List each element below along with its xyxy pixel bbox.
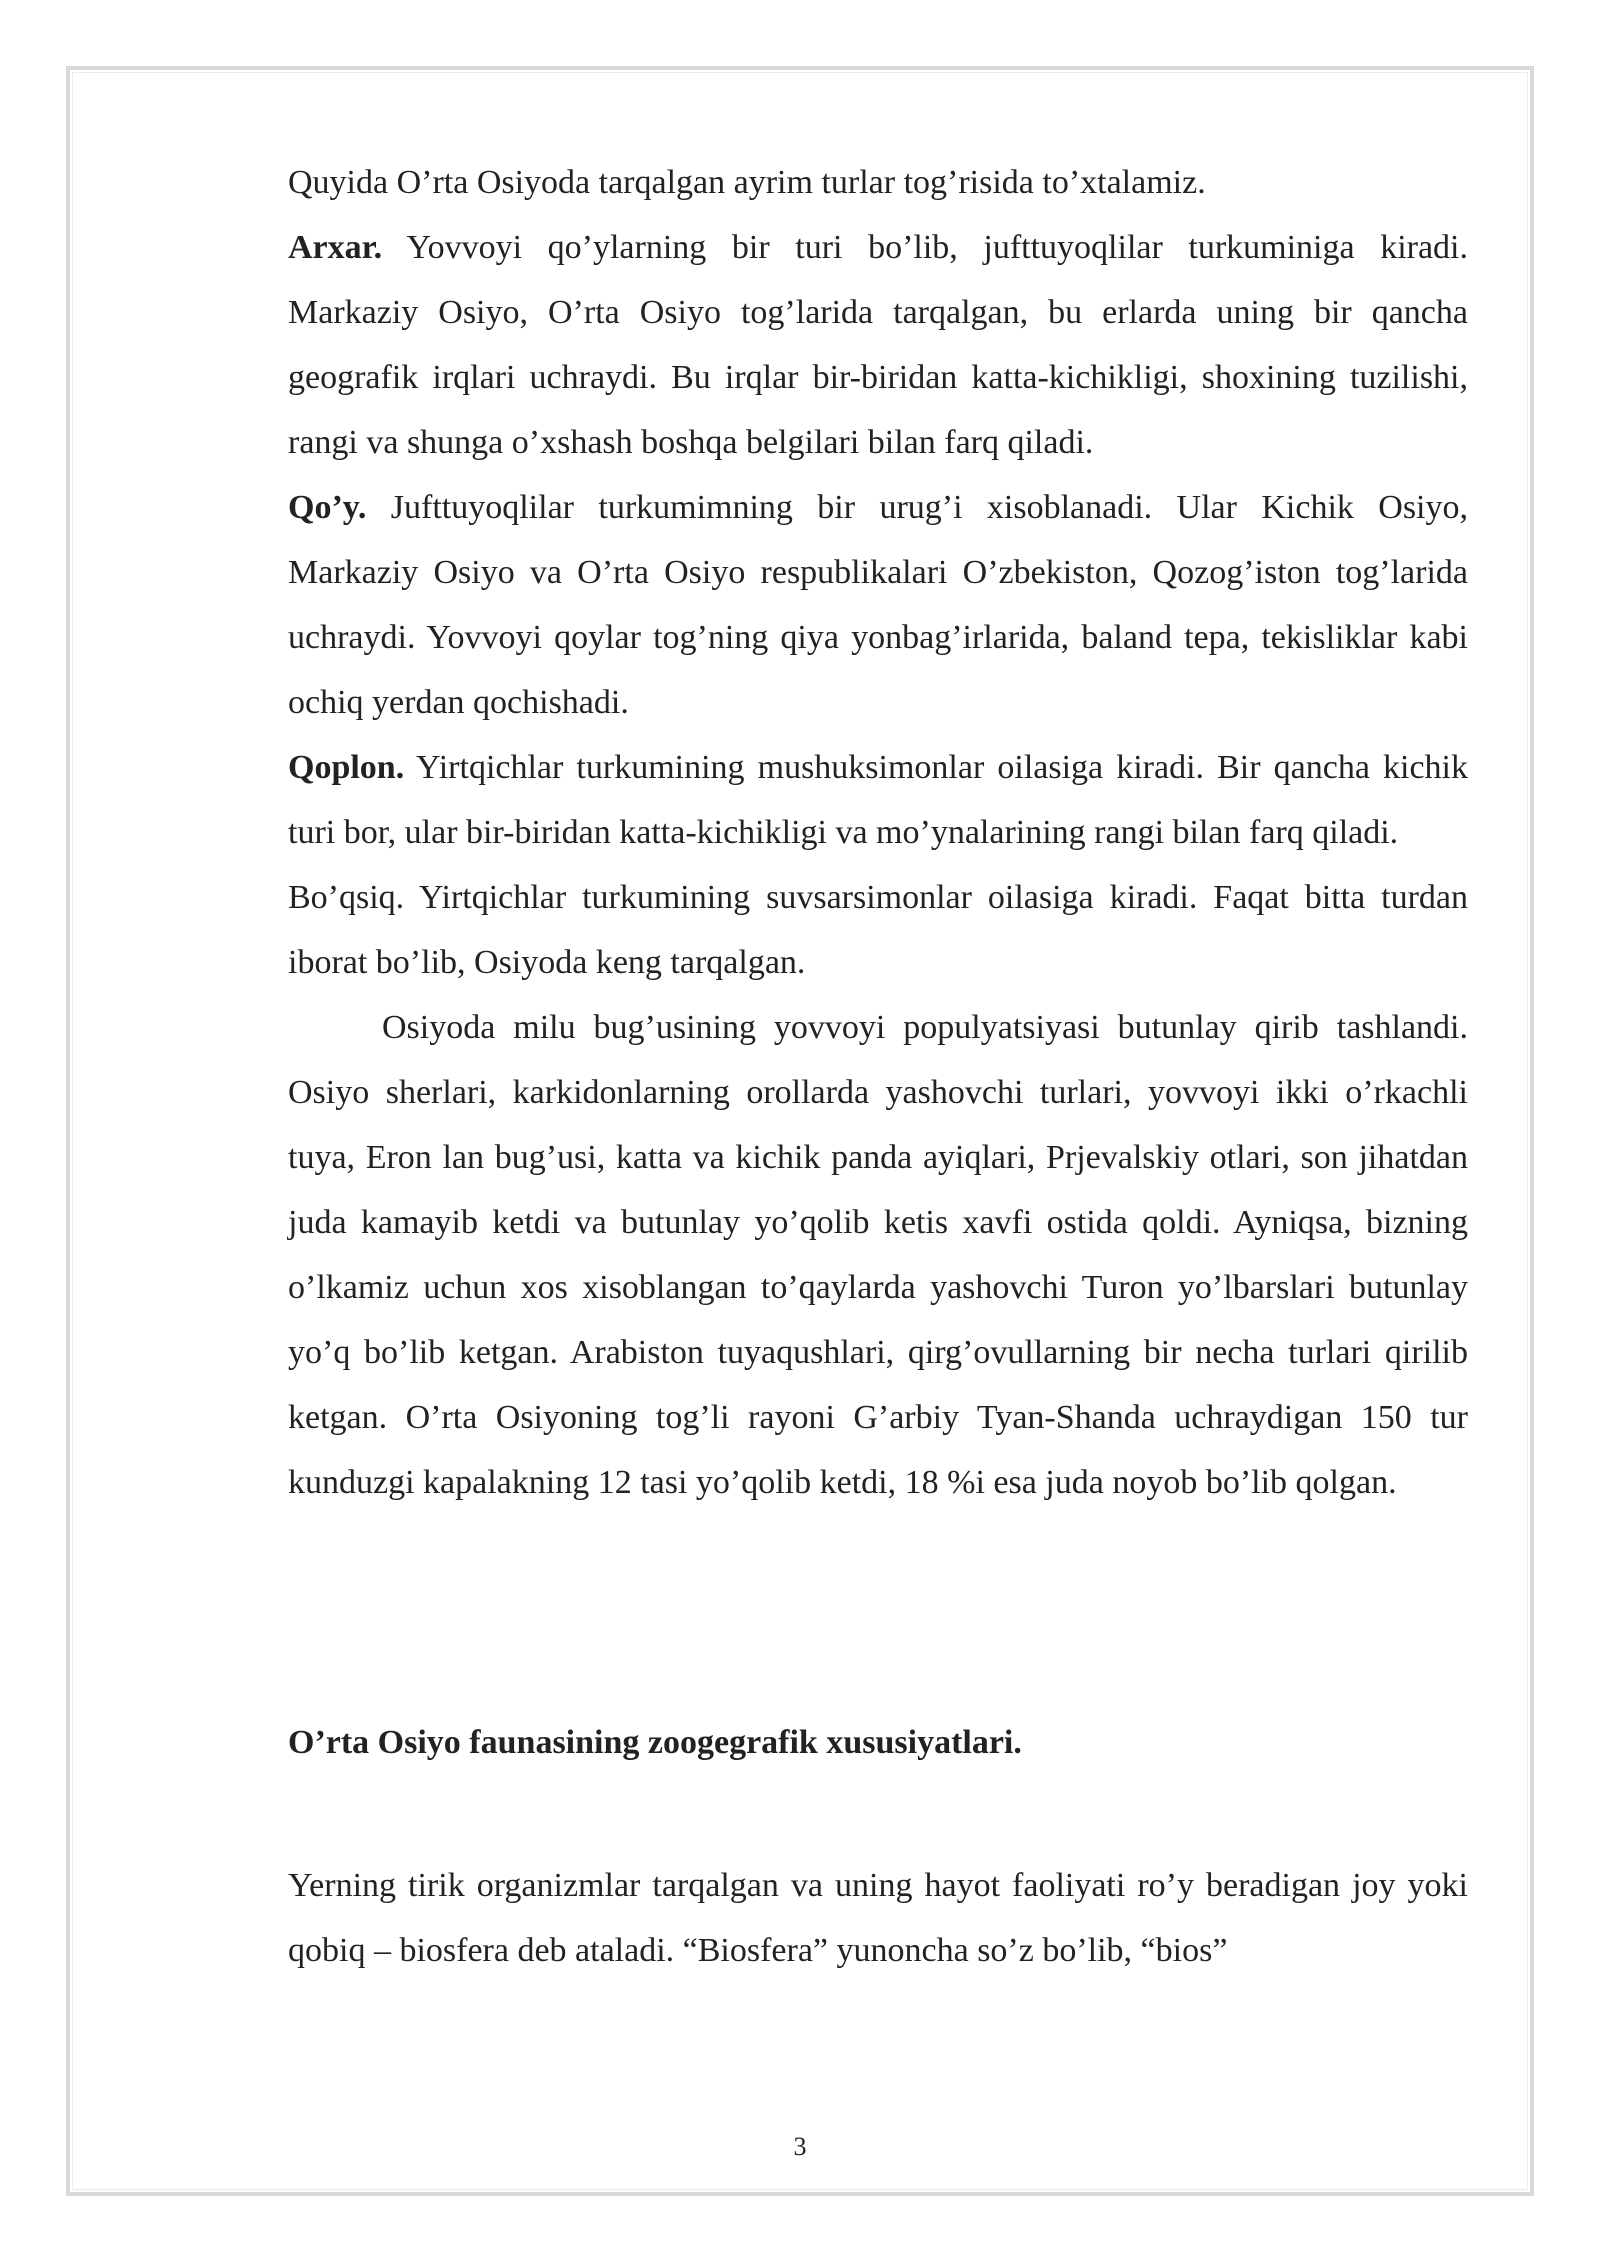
section-heading: O’rta Osiyo faunasining zoogegrafik xususiyatlari. [288, 1724, 1022, 1761]
paragraph-arxar [288, 215, 1468, 475]
document-body [288, 150, 1468, 1983]
paragraph-qoy [288, 475, 1468, 735]
paragraph-text: Quyida O’rta Osiyoda tarqalgan ayrim turlar tog’risida to’xtalamiz. [288, 164, 1206, 201]
paragraph-osiyoda [288, 995, 1468, 1515]
paragraph-qoplon [288, 735, 1468, 865]
term-arxar: Arxar. [288, 229, 383, 266]
paragraph-text: Bo’qsiq. Yirtqichlar turkumining suvsarsimonlar oilasiga kiradi. Faqat bitta turdan iborat bo’lib, Osiyoda keng tarqalgan. [288, 879, 1468, 981]
paragraph-boqsiq [288, 865, 1468, 995]
paragraph-text: Jufttuyoqlilar turkumimning bir urug’i xisoblanadi. Ular Kichik Osiyo, Markaziy Osiyo va O’rta Osiyo respublikalari O’zbekiston, Qozog’iston tog’larida uchraydi. Yovvoyi qoylar tog’ning qiya yonbag’irlarida, baland tepa, tekisliklar kabi ochiq yerdan qochishadi. [288, 489, 1468, 721]
paragraph-biosfera: Yerning tirik organizmlar tarqalgan va uning hayot faoliyati ro’y beradigan joy yoki qobiq – biosfera deb ataladi. “Biosfera” yunoncha so’z bo’lib, “bios” [288, 1867, 1468, 1969]
page-number: 3 [793, 2132, 807, 2161]
paragraph-intro [288, 150, 1468, 215]
term-qoy: Qo’y. [288, 489, 367, 526]
paragraph-text: Osiyoda milu bug’usining yovvoyi populyatsiyasi butunlay qirib tashlandi. Osiyo sherlari, karkidonlarning orollarda yashovchi turlari, yovvoyi ikki o’rkachli tuya, Eron lan bug’usi, katta va kichik panda ayiqlari, Prjevalskiy otlari, son jihatdan juda kamayib ketdi va butunlay yo’qolib ketis xavfi ostida qoldi. Ayniqsa, bizning o’lkamiz uchun xos xisoblangan to’qaylarda yashovchi Turon yo’lbarslari butunlay yo’q bo’lib ketgan. Arabiston tuyaqushlari, qirg’ovullarning bir necha turlari qirilib ketgan. O’rta Osiyoning tog’li rayoni G’arbiy Tyan-Shanda uchraydigan 150 tur kunduzgi kapalakning 12 tasi yo’qolib ketdi, 18 %i esa juda noyob bo’lib qolgan. [288, 1009, 1468, 1501]
paragraph-text: Yovvoyi qo’ylarning bir turi bo’lib, jufttuyoqlilar turkuminiga kiradi. Markaziy Osiyo, O’rta Osiyo tog’larida tarqalgan, bu erlarda uning bir qancha geografik irqlari uchraydi. Bu irqlar bir-biridan katta-kichikligi, shoxining tuzilishi, rangi va shunga o’xshash boshqa belgilari bilan farq qiladi. [288, 229, 1468, 461]
term-qoplon: Qoplon. [288, 749, 405, 786]
paragraph-text: Yirtqichlar turkumining mushuksimonlar oilasiga kiradi. Bir qancha kichik turi bor, ular bir-biridan katta-kichikligi va mo’ynalarining rangi bilan farq qiladi. [288, 749, 1468, 851]
